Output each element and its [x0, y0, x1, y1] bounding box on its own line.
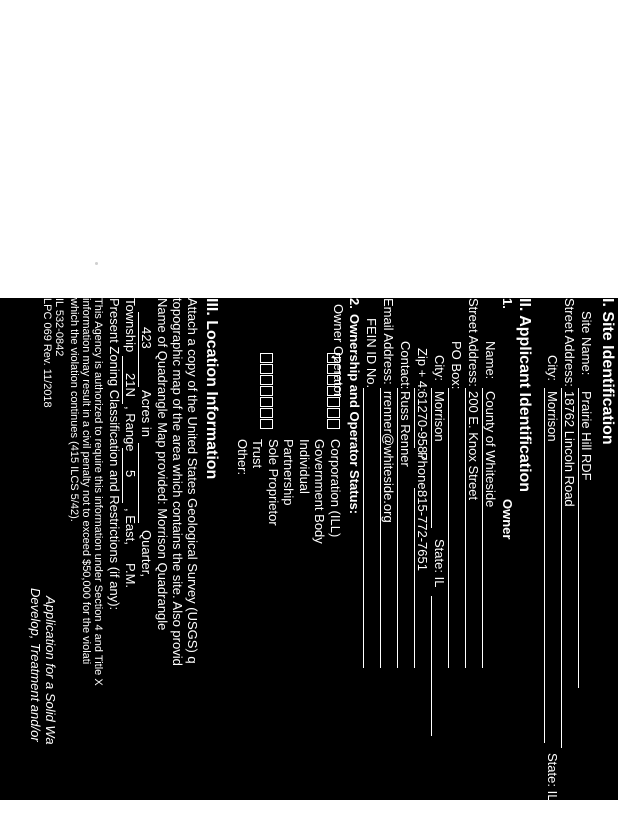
owner-checkbox[interactable]	[260, 375, 273, 385]
applicant-state-label: State: IL	[432, 539, 447, 588]
ownership-option-label: Individual	[297, 439, 312, 494]
owner-checkbox[interactable]	[260, 386, 273, 396]
ownership-option-label: Trust	[250, 439, 266, 469]
city-label: City:	[545, 355, 560, 381]
fein-underline	[363, 388, 364, 668]
state-label: State: IL	[545, 753, 560, 802]
legal-notice-line3: which the violation continues (415 ILCS 5/42).	[68, 298, 80, 522]
applicant-street-underline	[465, 388, 466, 668]
email-underline	[380, 388, 381, 668]
application-title-line2: Develop, Treatment and/or	[28, 588, 43, 742]
acres-label: Acres in	[139, 390, 154, 437]
operator-checkbox-column	[327, 353, 340, 429]
section3-paragraph-line1: Attach a copy of the United States Geological Survey (USGS) q	[185, 298, 200, 664]
item-number: 1.	[500, 298, 515, 309]
range-underline	[122, 448, 123, 503]
site-name-label: Site Name:	[579, 311, 594, 376]
email-label: Email Address:	[381, 298, 396, 385]
email-value: rrenner@whiteside.org	[381, 391, 396, 523]
operator-checkbox[interactable]	[327, 419, 340, 429]
zip-underline	[414, 388, 415, 448]
section1-title: I. Site Identification	[599, 298, 616, 445]
zoning-label: Present Zoning Classification and Restrictions (if any):	[107, 298, 122, 611]
operator-checkbox[interactable]	[327, 375, 340, 385]
applicant-street-label: Street Address:	[466, 298, 481, 387]
ownership-option-label: Corporation (ILL)	[328, 439, 343, 538]
contact-label: Contact:	[398, 341, 413, 390]
applicant-name-underline	[482, 388, 483, 668]
owner-checkbox[interactable]	[260, 419, 273, 429]
quadrangle-label: Name of Quadrangle Map provided: Morrison Quadrangle	[155, 298, 170, 631]
owner-column-label: Owner	[331, 304, 346, 343]
form-revision: LPC 069 Rev. 11/2018	[41, 298, 53, 408]
applicant-city-value: Morrison	[432, 391, 447, 442]
applicant-state-underline	[431, 596, 432, 736]
applicant-name-label: Name:	[483, 341, 498, 380]
township-value: 21N	[123, 373, 138, 397]
acres-underline	[138, 312, 139, 387]
zip-value: 61270-9587	[415, 391, 430, 461]
city-underline	[544, 388, 545, 743]
applicant-city-underline	[431, 388, 432, 528]
acres-value: 423	[139, 327, 154, 349]
range-label: , Range	[123, 406, 138, 452]
site-name-value: Prairie Hill RDF	[579, 391, 594, 481]
phone-underline	[414, 488, 415, 668]
range-value: 5	[123, 470, 138, 478]
street-address-label: Street Address:	[562, 298, 577, 387]
operator-checkbox[interactable]	[327, 408, 340, 418]
quarter-underline	[138, 443, 139, 523]
scan-dust-speck	[95, 262, 98, 265]
po-box-label: PO Box:	[449, 341, 464, 390]
owner-checkbox[interactable]	[260, 353, 273, 363]
legal-notice-line1: This Agency is authorized to require this information under Section 4 and Title X	[92, 298, 104, 686]
po-box-underline	[448, 388, 449, 668]
city-value: Morrison	[545, 391, 560, 442]
contact-underline	[397, 388, 398, 668]
operator-column-label: Operator	[331, 346, 346, 398]
applicant-name-value: County of Whiteside	[483, 391, 498, 508]
ownership-title: Ownership and Operator Status:	[347, 314, 362, 515]
township-underline	[122, 356, 123, 404]
township-label: Township	[123, 298, 138, 353]
owner-checkbox[interactable]	[260, 397, 273, 407]
owner-heading: Owner	[500, 499, 515, 540]
ownership-option-label: Government Body	[312, 439, 328, 544]
east-label: , East,	[123, 508, 138, 545]
site-name-underline	[578, 388, 579, 688]
applicant-street-value: 200 E. Knox Street	[466, 391, 481, 501]
operator-checkbox[interactable]	[327, 386, 340, 396]
ownership-option-label: Sole Proprietor	[266, 439, 281, 526]
application-title-line1: Application for a Solid Wa	[43, 596, 58, 745]
contact-value: Russ Renner	[398, 391, 413, 467]
legal-notice-line2: information may result in a civil penalty not to exceed $50,000 for the violati	[80, 298, 92, 665]
form-code: IL 532-0842	[53, 298, 65, 357]
applicant-city-label: City:	[432, 355, 447, 381]
ownership-option-label: Partnership	[281, 439, 297, 506]
section3-paragraph-line2: topographic map of the area which contains the site. Also provid	[170, 298, 185, 666]
section3-title: III. Location Information	[203, 298, 220, 480]
phone-value: 815-772-7651	[415, 490, 430, 571]
rotated-permit-form	[18, 298, 618, 818]
street-address-underline	[561, 388, 562, 748]
operator-checkbox[interactable]	[327, 353, 340, 363]
street-address-value: 18762 Lincoln Road	[562, 391, 577, 507]
section2-title: II. Applicant Identification	[516, 298, 533, 493]
owner-checkbox[interactable]	[260, 364, 273, 374]
owner-checkbox-column	[260, 353, 273, 429]
ownership-number: 2.	[347, 298, 362, 309]
ownership-option-label: Other:	[235, 439, 250, 476]
operator-checkbox[interactable]	[327, 397, 340, 407]
quarter-label: Quarter,	[139, 530, 154, 577]
operator-checkbox[interactable]	[327, 364, 340, 374]
zip-label: Zip + 4:	[415, 348, 430, 392]
pm-label: P.M.	[123, 563, 138, 589]
phone-label: Phone:	[415, 452, 430, 494]
fein-label: FEIN ID No.	[364, 318, 379, 389]
owner-checkbox[interactable]	[260, 408, 273, 418]
